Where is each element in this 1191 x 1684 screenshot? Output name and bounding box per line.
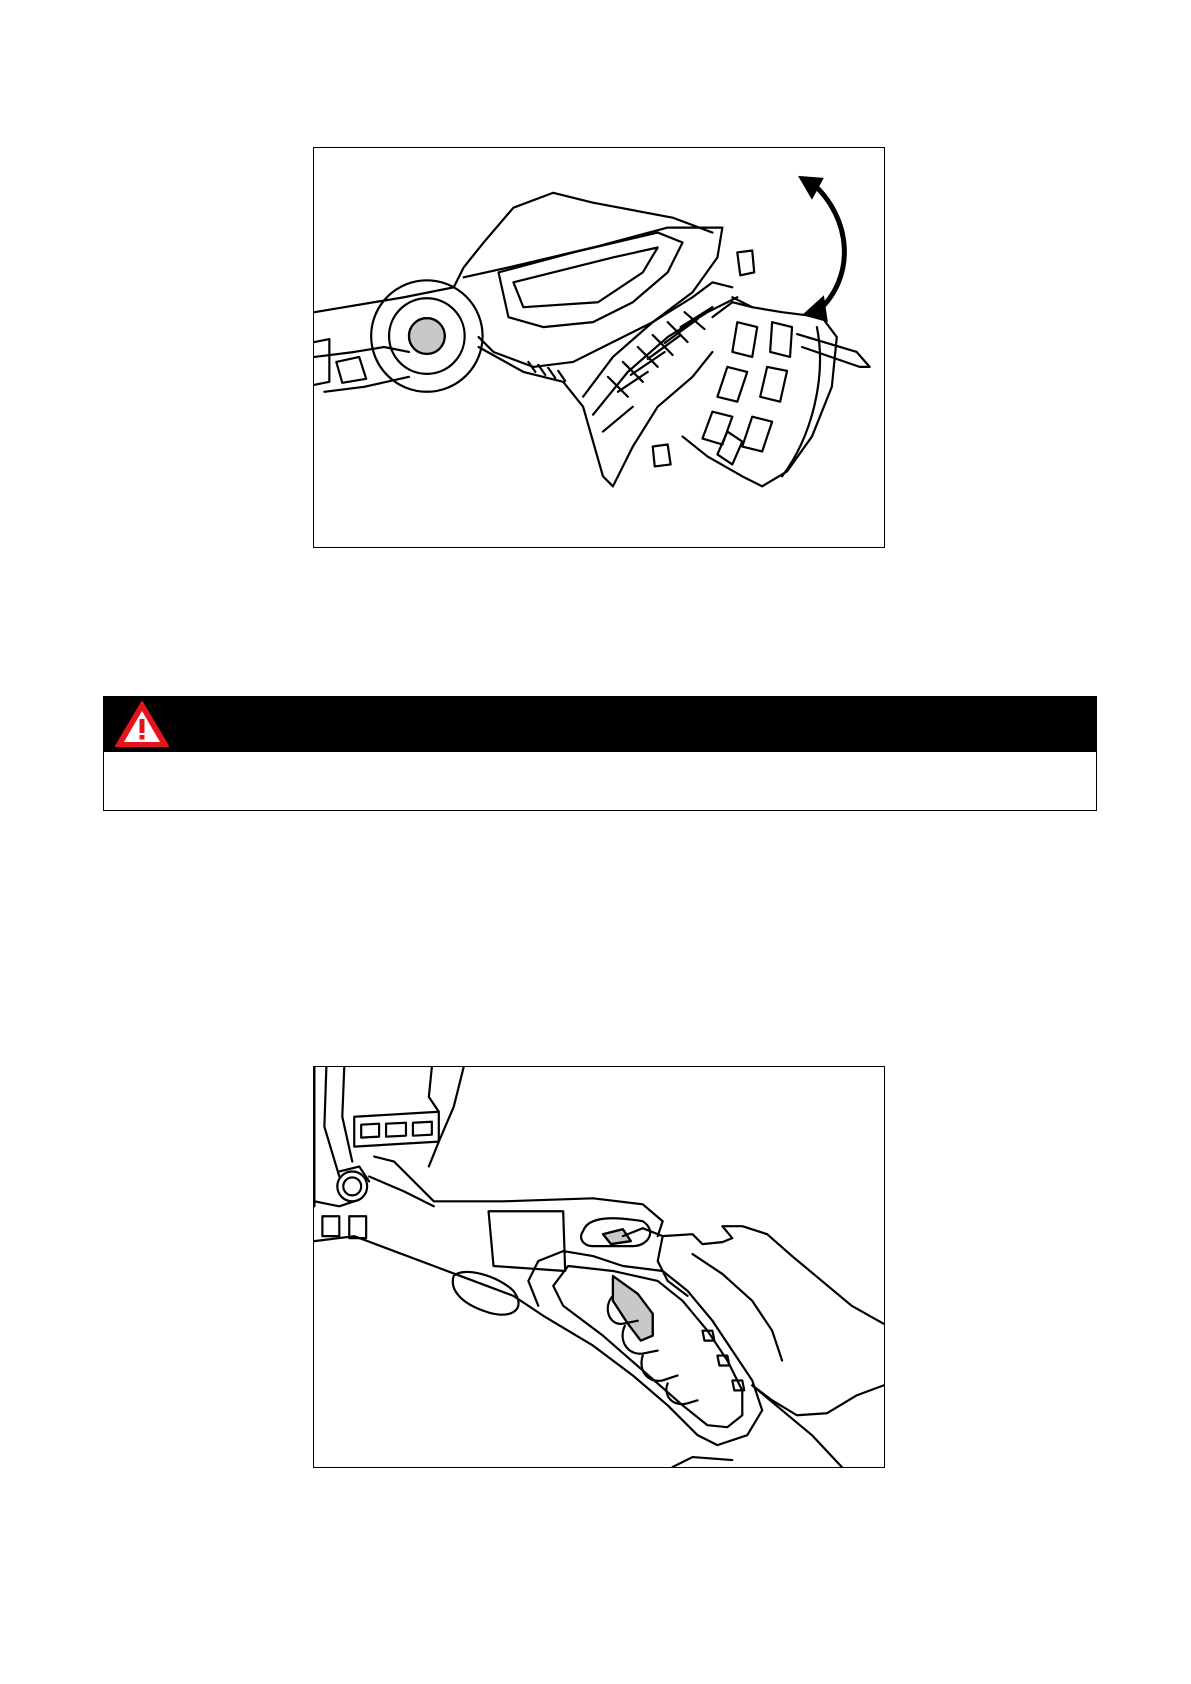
figure-rotating-head bbox=[313, 147, 885, 548]
warning-triangle-icon bbox=[113, 699, 171, 749]
rotating-head-illustration bbox=[314, 148, 884, 547]
warning-header bbox=[104, 697, 1096, 752]
figure-hand-grip bbox=[313, 1066, 885, 1468]
warning-box bbox=[103, 696, 1097, 811]
rotation-arrow-icon bbox=[798, 176, 844, 322]
hand-grip-illustration bbox=[314, 1067, 884, 1467]
